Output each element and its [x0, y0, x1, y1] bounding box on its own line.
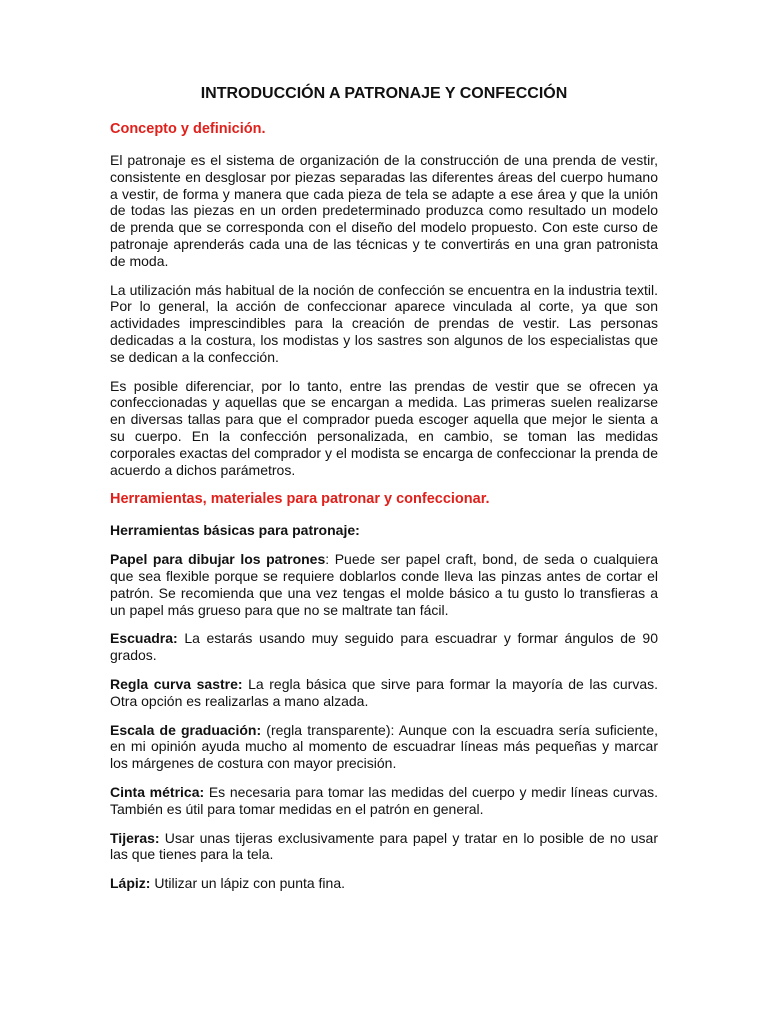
- tool-description: Utilizar un lápiz con punta fina.: [150, 875, 346, 892]
- tool-term: Lápiz:: [110, 875, 151, 892]
- tool-item: [110, 676, 658, 710]
- tool-item: [110, 722, 658, 772]
- tool-term: Escuadra:: [110, 630, 178, 647]
- subheading-herramientas-basicas: Herramientas básicas para patronaje:: [110, 522, 360, 539]
- tool-description: La estarás usando muy seguido para escuadrar y formar ángulos de 90 grados.: [110, 630, 658, 664]
- tool-term: Regla curva sastre:: [110, 675, 243, 692]
- tool-item: [110, 551, 658, 618]
- paragraph-patronaje: El patronaje es el sistema de organización de la construcción de una prenda de vestir, consistente en desglosar por piezas separadas las diferentes áreas del cuerpo humano a vestir, de forma y manera que cada pieza de tela se adapte a ese área y que la unión de todas las piezas en un orden predeterminado produzca como resultado un modelo de prenda que se corresponda con el diseño del modelo propuesto. Con este curso de patronaje aprenderás cada una de las técnicas y te convertirás en una gran patronista de moda.: [110, 152, 658, 269]
- document-page: [110, 84, 658, 904]
- tool-term: Tijeras:: [110, 829, 160, 846]
- paragraph-confeccion: La utilización más habitual de la noción de confección se encuentra en la industria textil. Por lo general, la acción de confeccionar aparece vinculada al corte, ya que son actividades imprescindibles para la creación de prendas de vestir. Las personas dedicadas a la costura, los modistas y los sastres son algunos de los especialistas que se dedican a la confección.: [110, 281, 658, 365]
- tool-description: : Puede ser papel craft, bond, de seda o cualquiera que sea flexible porque se requiere doblarlos conde lleva las pinzas antes de cortar el patrón. Se recomienda que una vez tengas el molde básico a tu gusto lo transfieras a un papel más grueso para que no se maltrate tan fácil.: [110, 551, 658, 618]
- tool-term: Papel para dibujar los patrones: [110, 551, 326, 568]
- tool-term: Escala de graduación:: [110, 721, 262, 738]
- document-title: INTRODUCCIÓN A PATRONAJE Y CONFECCIÓN: [200, 85, 568, 102]
- tool-item: [110, 630, 658, 664]
- tool-description: Es necesaria para tomar las medidas del cuerpo y medir líneas curvas. También es útil para tomar medidas en el patrón en general.: [110, 783, 658, 817]
- tool-item: [110, 830, 658, 864]
- tool-description: Usar unas tijeras exclusivamente para papel y tratar en lo posible de no usar las que tienes para la tela.: [110, 829, 658, 863]
- tool-item: [110, 784, 658, 818]
- paragraph-diferenciar: Es posible diferenciar, por lo tanto, entre las prendas de vestir que se ofrecen ya confeccionadas y aquellas que se encargan a medida. Las primeras suelen realizarse en diversas tallas para que el comprador pueda escoger aquella que mejor le sienta a su cuerpo. En la confección personalizada, en cambio, se toman las medidas corporales exactas del comprador y el modista se encarga de confeccionar la prenda de acuerdo a dichos parámetros.: [110, 377, 658, 478]
- section-heading-concepto: Concepto y definición.: [110, 121, 266, 137]
- tool-description: (regla transparente): Aunque con la escuadra sería suficiente, en mi opinión ayuda mucho al momento de escuadrar líneas más pequeñas y marcar los márgenes de costura con mayor precisión.: [110, 721, 658, 772]
- tool-term: Cinta métrica:: [110, 783, 205, 800]
- tool-item: [110, 875, 658, 892]
- tool-description: La regla básica que sirve para formar la mayoría de las curvas. Otra opción es realizarlas a mano alzada.: [110, 675, 658, 709]
- section-heading-herramientas: Herramientas, materiales para patronar y confeccionar.: [110, 491, 490, 508]
